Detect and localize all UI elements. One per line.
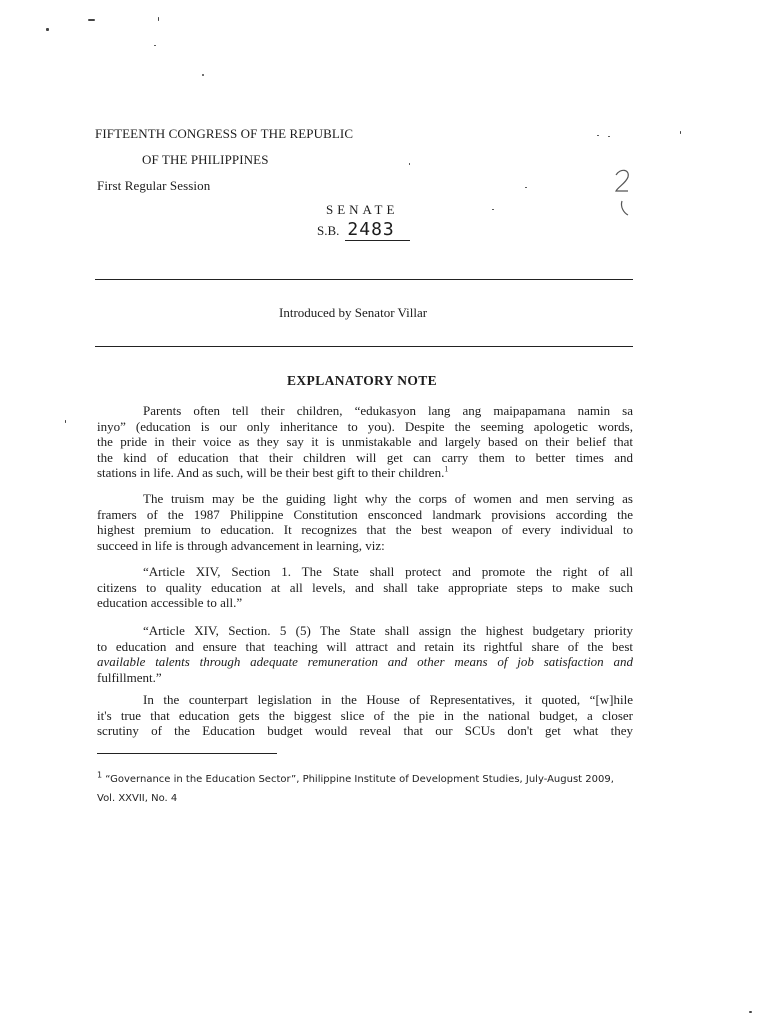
paragraph-3: [97, 692, 633, 739]
quote-line: “Article XIV, Section. 5 (5) The State shall assign the highest budgetary priority: [143, 623, 633, 638]
scan-speck: [749, 1011, 752, 1013]
quote-line: fulfillment.”: [97, 669, 162, 685]
paragraph-line: it's true that education gets the biggest slice of the pie in the national budget, a closer: [97, 707, 633, 723]
scan-speck: [409, 163, 410, 165]
divider-top: [95, 279, 633, 280]
footnote: [97, 770, 614, 785]
paragraph-line: succeed in life is through advancement in learning, viz:: [97, 537, 385, 553]
bill-number: [317, 219, 395, 240]
divider-bottom: [95, 346, 633, 347]
quote-line: available talents through adequate remuneration and other means of job satisfaction and: [97, 654, 633, 669]
paragraph-line: In the counterpart legislation in the House of Representatives, it quoted, “[w]hile: [143, 692, 633, 707]
introduced-by: Introduced by Senator Villar: [279, 305, 428, 320]
footnote-ref: 1: [444, 464, 449, 474]
congress-title: FIFTEENTH CONGRESS OF THE REPUBLIC: [95, 126, 354, 141]
scan-speck: [492, 209, 494, 210]
quote-line: “Article XIV, Section 1. The State shall protect and promote the right of all: [143, 564, 633, 579]
quote-line: to education and ensure that teaching will attract and retain its rightful share of the best: [97, 638, 633, 654]
footnote-text-line-2: Vol. XXVII, No. 4: [97, 793, 178, 804]
senate-label: SENATE: [326, 202, 399, 217]
scan-speck: [597, 135, 599, 136]
paragraph-line: scrutiny of the Education budget would reveal that our SCUs don't get what they: [97, 723, 633, 738]
congress-subtitle: OF THE PHILIPPINES: [142, 152, 269, 167]
bill-number-value: 2483: [347, 219, 395, 240]
scan-speck: [680, 131, 681, 134]
scan-speck: [154, 45, 156, 46]
paragraph-line: The truism may be the guiding light why the corps of women and men serving as: [143, 491, 633, 506]
paragraph-line: Parents often tell their children, “edukasyon lang ang maipapamana namin sa: [143, 403, 633, 418]
paragraph-line: highest premium to education. It recognizes that the best weapon of every individual to: [97, 522, 633, 537]
paragraph-line: the pride in their voice as they say it is unmistakable and largely based on their belief that: [97, 434, 633, 449]
bill-prefix: S.B.: [317, 223, 340, 238]
explanatory-note-title: EXPLANATORY NOTE: [287, 373, 438, 388]
handwritten-page-mark: [606, 165, 636, 219]
session-label: First Regular Session: [97, 178, 211, 193]
scan-speck: [202, 74, 204, 76]
paragraph-line: inyo” (education is our only inheritance to you). Despite the seeming apologetic words,: [97, 418, 633, 434]
quote-line: citizens to quality education at all levels, and shall take appropriate steps to make such: [97, 579, 633, 595]
paragraph-line: the kind of education that their children will get can carry them to better times and: [97, 449, 633, 465]
paragraph-1: [97, 403, 633, 481]
paragraph-line: framers of the 1987 Philippine Constitution ensconced landmark provisions according the: [97, 506, 633, 522]
footnote-number: 1: [97, 770, 103, 780]
paragraph-2: [97, 491, 633, 553]
quote-line: education accessible to all.”: [97, 595, 243, 610]
footnote-text-line-1: “Governance in the Education Sector”, Philippine Institute of Development Studies, July-August 2009,: [105, 774, 614, 785]
footnote-separator: [97, 753, 277, 754]
scan-speck: [158, 17, 159, 21]
quote-article-14-section-1: [97, 564, 633, 611]
scan-speck: [46, 28, 49, 31]
paragraph-line: stations in life. And as such, will be their best gift to their children.$^1$: [97, 464, 449, 480]
scan-speck: [525, 187, 527, 188]
scan-speck: [65, 420, 66, 423]
quote-article-14-section-5: [97, 623, 633, 685]
scan-speck: [608, 136, 610, 137]
scan-speck: [88, 19, 95, 21]
bill-number-underline: [345, 240, 410, 241]
